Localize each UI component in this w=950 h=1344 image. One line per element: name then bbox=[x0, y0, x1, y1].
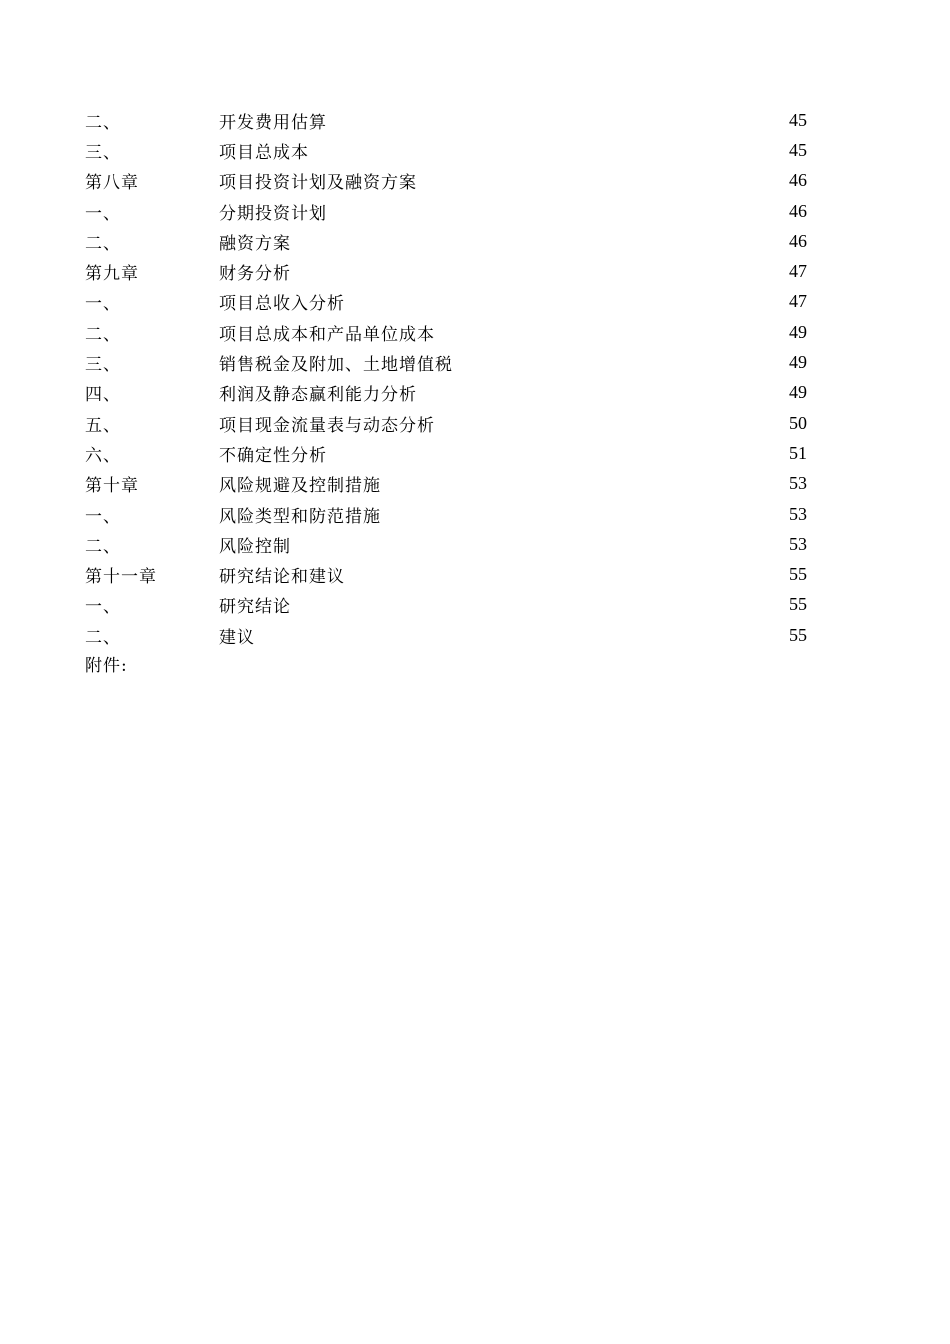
toc-entry-page-number: 53 bbox=[789, 473, 807, 494]
toc-entry bbox=[85, 196, 807, 226]
toc-entry-title: 研究结论和建议 bbox=[219, 567, 345, 588]
toc-entry-title: 风险规避及控制措施 bbox=[219, 476, 381, 497]
toc-entry bbox=[85, 166, 807, 196]
toc-entry-title: 项目总收入分析 bbox=[219, 294, 345, 315]
toc-entry-page-number: 45 bbox=[789, 109, 807, 130]
toc-entry-number: 二、 bbox=[85, 112, 121, 133]
appendix-label: 附件: bbox=[85, 656, 128, 676]
toc-entry-title: 财务分析 bbox=[219, 264, 291, 285]
toc-entry-number: 第九章 bbox=[85, 264, 139, 285]
toc-entry-number: 第八章 bbox=[85, 173, 139, 194]
toc-entry bbox=[85, 469, 807, 499]
toc-entry-page-number: 49 bbox=[789, 352, 807, 373]
toc-entry-number: 二、 bbox=[85, 627, 121, 648]
toc-entry bbox=[85, 438, 807, 468]
toc-entry-title: 项目总成本和产品单位成本 bbox=[219, 324, 435, 345]
toc-entry-page-number: 45 bbox=[789, 139, 807, 160]
toc-entry-page-number: 46 bbox=[789, 170, 807, 191]
toc-entry-title: 销售税金及附加、土地增值税 bbox=[219, 355, 453, 376]
toc-entry-page-number: 55 bbox=[789, 594, 807, 615]
toc-entry-number: 三、 bbox=[85, 142, 121, 163]
toc-entry-title: 项目总成本 bbox=[219, 142, 309, 163]
toc-entry-title: 利润及静态赢利能力分析 bbox=[219, 385, 417, 406]
toc-entry bbox=[85, 499, 807, 529]
toc-entry bbox=[85, 256, 807, 286]
toc-entry-page-number: 55 bbox=[789, 624, 807, 645]
toc-entry-page-number: 46 bbox=[789, 230, 807, 251]
toc-entry-page-number: 53 bbox=[789, 503, 807, 524]
toc-entry-number: 二、 bbox=[85, 233, 121, 254]
toc-entry-page-number: 46 bbox=[789, 200, 807, 221]
toc-entry-page-number: 47 bbox=[789, 261, 807, 282]
toc-entry-number: 五、 bbox=[85, 415, 121, 436]
toc-entry-page-number: 51 bbox=[789, 442, 807, 463]
toc-entry-title: 分期投资计划 bbox=[219, 203, 327, 224]
toc-entry-title: 风险控制 bbox=[219, 536, 291, 557]
toc-entry bbox=[85, 620, 807, 650]
toc-entry-page-number: 47 bbox=[789, 291, 807, 312]
toc-entry-number: 三、 bbox=[85, 355, 121, 376]
toc-entry-title: 研究结论 bbox=[219, 597, 291, 618]
toc-entry bbox=[85, 287, 807, 317]
toc-entry bbox=[85, 317, 807, 347]
toc-entry-title: 不确定性分析 bbox=[219, 445, 327, 466]
toc-entry-title: 融资方案 bbox=[219, 233, 291, 254]
toc-entry bbox=[85, 135, 807, 165]
toc-entry-number: 二、 bbox=[85, 536, 121, 557]
toc-entry bbox=[85, 408, 807, 438]
toc-entry-number: 一、 bbox=[85, 597, 121, 618]
toc-entry-number: 六、 bbox=[85, 445, 121, 466]
toc-entry bbox=[85, 105, 807, 135]
toc-entry-number: 一、 bbox=[85, 506, 121, 527]
toc-entry-number: 第十章 bbox=[85, 476, 139, 497]
toc-entry-number: 一、 bbox=[85, 294, 121, 315]
toc-entry bbox=[85, 559, 807, 589]
toc-entry-title: 风险类型和防范措施 bbox=[219, 506, 381, 527]
toc-entry-page-number: 49 bbox=[789, 321, 807, 342]
toc-entry-title: 项目现金流量表与动态分析 bbox=[219, 415, 435, 436]
toc-entry-title: 开发费用估算 bbox=[219, 112, 327, 133]
table-of-contents bbox=[85, 105, 807, 650]
toc-entry-page-number: 55 bbox=[789, 564, 807, 585]
toc-entry bbox=[85, 529, 807, 559]
toc-entry-title: 建议 bbox=[219, 627, 255, 648]
toc-entry-number: 第十一章 bbox=[85, 567, 157, 588]
toc-entry bbox=[85, 590, 807, 620]
toc-entry bbox=[85, 226, 807, 256]
toc-entry-page-number: 53 bbox=[789, 533, 807, 554]
toc-entry bbox=[85, 347, 807, 377]
toc-entry-number: 一、 bbox=[85, 203, 121, 224]
toc-entry-page-number: 50 bbox=[789, 412, 807, 433]
toc-entry-number: 四、 bbox=[85, 385, 121, 406]
toc-entry-page-number: 49 bbox=[789, 382, 807, 403]
toc-entry bbox=[85, 378, 807, 408]
toc-entry-title: 项目投资计划及融资方案 bbox=[219, 173, 417, 194]
toc-entry-number: 二、 bbox=[85, 324, 121, 345]
